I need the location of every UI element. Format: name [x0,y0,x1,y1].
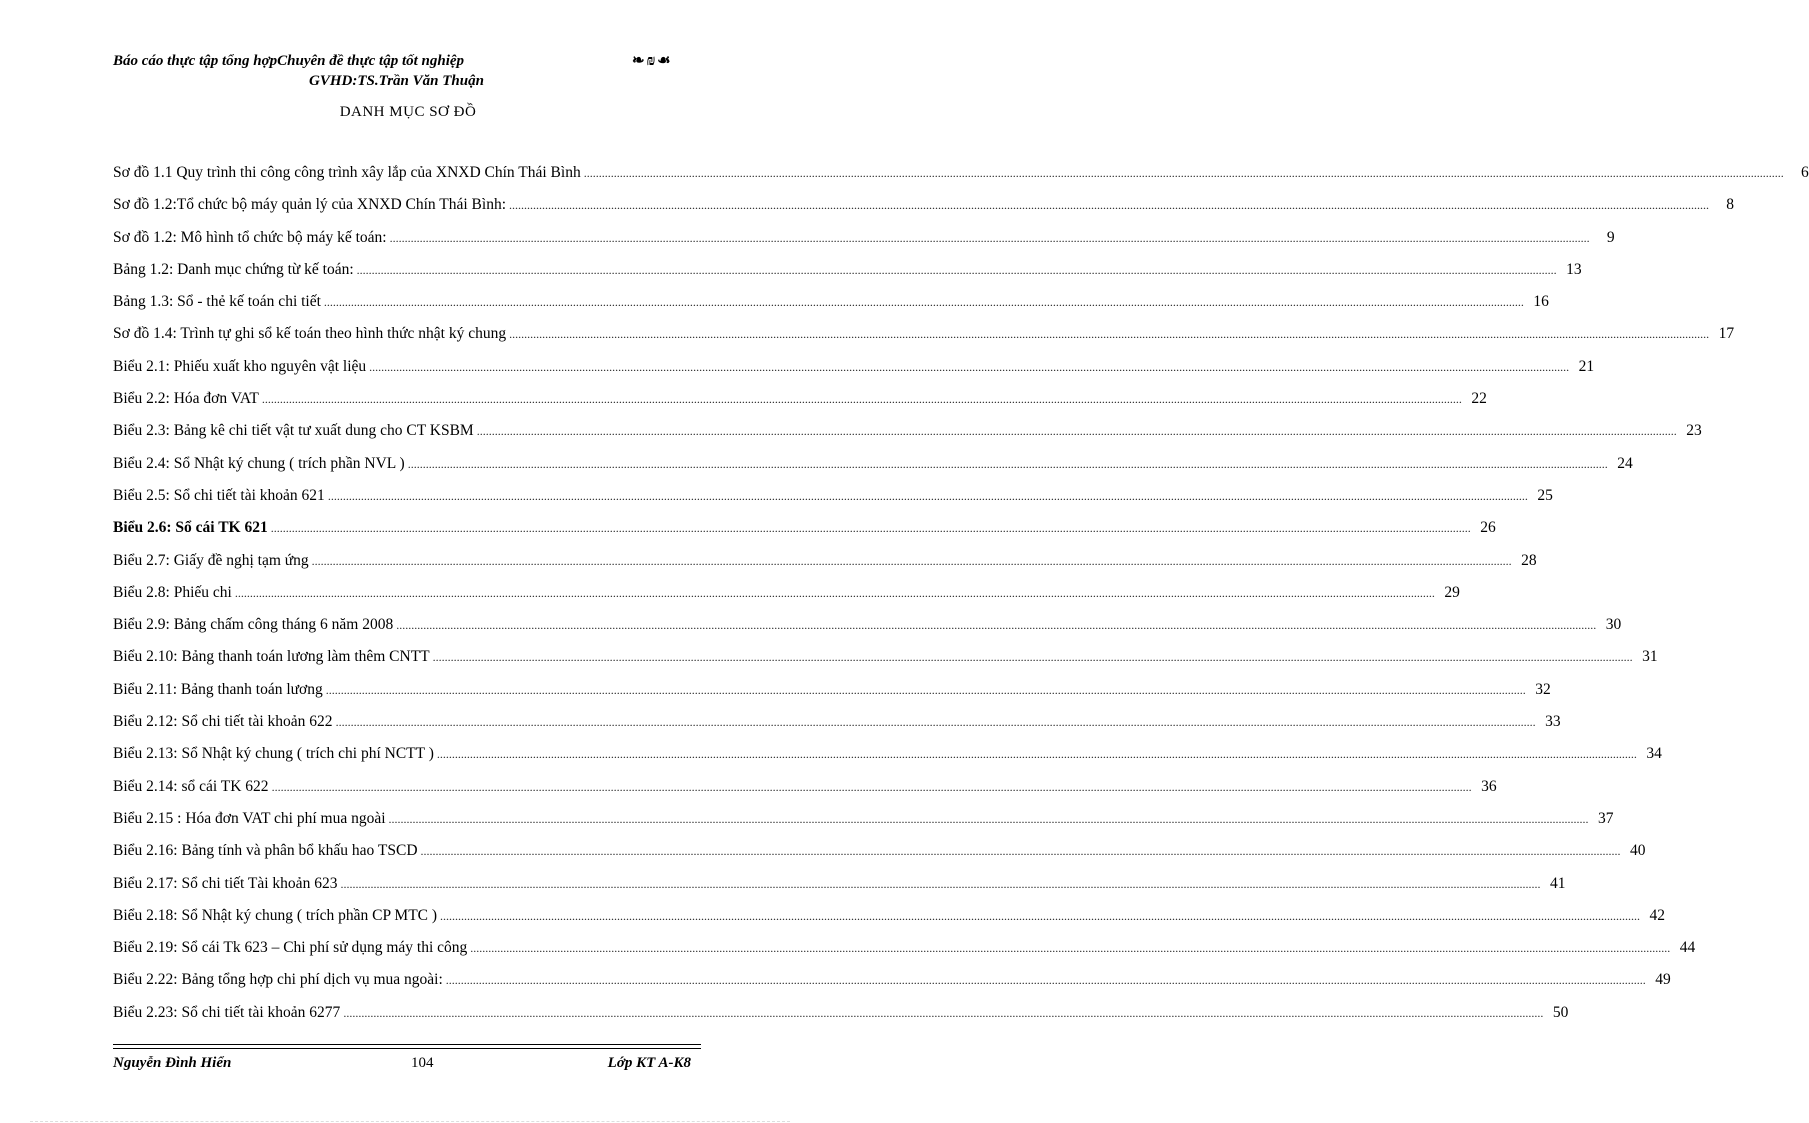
toc-entry-label: Biểu 2.8: Phiếu chi [113,583,232,601]
page-edge-divider [30,1121,790,1122]
toc-entry-page: 42 [1649,906,1666,924]
toc-leader-dots: ................................................................................................................................................................................................................................................................................................................................................................................................................ [261,392,1462,407]
toc-leader-dots: ................................................................................................................................................................................................................................................................................................................................................................................................................ [271,779,1472,794]
toc-entry [113,713,1561,745]
toc-entry-page: 17 [1718,325,1735,343]
toc-entry [113,648,1658,680]
toc-leader-dots: ................................................................................................................................................................................................................................................................................................................................................................................................................ [436,747,1637,762]
toc-entry [113,164,1809,196]
toc-entry-label: Biểu 2.9: Bảng chấm công tháng 6 năm 2008 [113,616,394,634]
toc-entry-label: Biểu 2.5: Sổ chi tiết tài khoản 621 [113,486,325,504]
toc-leader-dots: ................................................................................................................................................................................................................................................................................................................................................................................................................ [420,844,1621,859]
toc-entry-label: Bảng 1.3: Sổ - thẻ kế toán chi tiết [113,293,321,311]
toc-entry [113,1003,1569,1036]
toc-entry-label: Biểu 2.12: Sổ chi tiết tài khoản 622 [113,713,333,731]
toc-entry [113,196,1735,228]
toc-entry-page: 22 [1471,390,1487,408]
toc-entry-label: Biểu 2.23: Sổ chi tiết tài khoản 6277 [113,1003,341,1021]
toc-entry-page: 26 [1480,519,1496,537]
toc-entry-page: 32 [1535,680,1551,698]
toc-entry-label: Biểu 2.11: Bảng thanh toán lương [113,680,323,698]
toc-entry-label: Bảng 1.2: Danh mục chứng từ kế toán: [113,260,354,278]
footer-divider-top [113,1044,701,1045]
toc-entry-label: Biểu 2.4: Sổ Nhật ký chung ( trích phần NVL ) [113,454,405,472]
toc-leader-dots: ................................................................................................................................................................................................................................................................................................................................................................................................................ [323,295,1524,310]
toc-entry [113,519,1496,551]
toc-entry-page: 29 [1444,583,1460,601]
toc-entry-label: Biểu 2.7: Giấy đề nghị tạm ứng [113,551,309,569]
toc-entry-page: 6 [1800,164,1809,181]
toc-leader-dots: ................................................................................................................................................................................................................................................................................................................................................................................................................ [432,650,1633,665]
toc-leader-dots: ................................................................................................................................................................................................................................................................................................................................................................................................................ [234,585,1435,600]
toc-entry-label: Sơ đồ 1.1 Quy trình thi công công trình xây lắp của XNXD Chín Thái Bình [113,164,581,181]
toc-leader-dots: ................................................................................................................................................................................................................................................................................................................................................................................................................ [270,521,1471,536]
toc-entry [113,551,1537,584]
toc-entry-page: 31 [1642,648,1658,666]
toc-entry [113,874,1566,907]
toc-entry-label: Biểu 2.22: Bảng tổng hợp chi phí dịch vụ mua ngoài: [113,971,443,989]
toc-entry-page: 36 [1481,777,1497,795]
toc-entry-page: 24 [1617,454,1633,472]
toc-entry-page: 16 [1533,293,1549,311]
toc-entry [113,809,1614,842]
toc-entry [113,260,1582,293]
toc-entry [113,228,1615,261]
footer-class: Lớp KT A-K8 [607,1055,691,1071]
toc-entry-page: 21 [1578,357,1595,375]
toc-entry-label: Biểu 2.2: Hóa đơn VAT [113,390,259,408]
toc-entry-page: 40 [1630,842,1646,860]
toc-entry-label: Biểu 2.10: Bảng thanh toán lương làm thêm CNTT [113,648,430,666]
page-header [113,52,696,89]
toc-leader-dots: ................................................................................................................................................................................................................................................................................................................................................................................................................ [396,618,1597,633]
toc-entry-page: 50 [1552,1003,1569,1021]
toc-entry-label: Biểu 2.6: Sổ cái TK 621 [113,519,268,537]
toc-entry [113,745,1662,777]
toc-entry-page: 25 [1537,486,1553,504]
toc-entry-label: Biểu 2.13: Sổ Nhật ký chung ( trích chi phí NCTT ) [113,745,434,763]
toc-entry [113,454,1633,487]
toc-entry [113,777,1497,810]
toc-entry [113,583,1460,616]
toc-entry-page: 44 [1679,939,1696,957]
toc-leader-dots: ................................................................................................................................................................................................................................................................................................................................................................................................................ [343,1005,1544,1020]
toc-leader-dots: ................................................................................................................................................................................................................................................................................................................................................................................................................ [476,424,1677,439]
toc-leader-dots: ................................................................................................................................................................................................................................................................................................................................................................................................................ [356,262,1557,277]
toc-leader-dots: ................................................................................................................................................................................................................................................................................................................................................................................................................ [407,456,1608,471]
footer-page-number: 104 [411,1055,434,1071]
toc-entry-page: 49 [1655,971,1671,989]
toc-entry [113,357,1595,390]
toc-entry-label: Biểu 2.16: Bảng tính và phân bổ khấu hao TSCD [113,842,418,860]
ornament-icon: ❧ ₪ ☙ [632,53,670,69]
toc-entry-page: 8 [1726,196,1735,214]
toc-entry [113,971,1671,1003]
toc-entry-page: 23 [1686,422,1702,440]
toc-entry-page: 30 [1605,616,1622,634]
toc-leader-dots: ................................................................................................................................................................................................................................................................................................................................................................................................................ [388,811,1589,826]
toc-entry-label: Biểu 2.18: Sổ Nhật ký chung ( trích phần CP MTC ) [113,906,438,924]
toc-leader-dots: ................................................................................................................................................................................................................................................................................................................................................................................................................ [470,941,1671,956]
toc-entry-page: 34 [1646,745,1662,763]
toc-leader-dots: ................................................................................................................................................................................................................................................................................................................................................................................................................ [440,908,1641,923]
toc-leader-dots: ................................................................................................................................................................................................................................................................................................................................................................................................................ [325,682,1526,697]
toc-entry-label: Sơ đồ 1.2:Tổ chức bộ máy quản lý của XNXD Chín Thái Bình: [113,196,507,214]
toc-entry-label: Sơ đồ 1.4: Trình tự ghi sổ kế toán theo hình thức nhật ký chung [113,325,507,343]
toc-entry-label: Biểu 2.1: Phiếu xuất kho nguyên vật liệu [113,357,367,375]
toc-leader-dots: ................................................................................................................................................................................................................................................................................................................................................................................................................ [311,553,1512,568]
toc-entry [113,422,1702,454]
toc-entry-page: 13 [1566,260,1582,278]
toc-entry [113,616,1622,648]
toc-leader-dots: ................................................................................................................................................................................................................................................................................................................................................................................................................ [583,166,1784,180]
toc-leader-dots: ................................................................................................................................................................................................................................................................................................................................................................................................................ [369,359,1570,374]
toc-entry [113,293,1549,325]
toc-entry-label: Biểu 2.15 : Hóa đơn VAT chi phí mua ngoài [113,809,386,827]
toc-entry-page: 9 [1606,228,1615,246]
header-report-title: Báo cáo thực tập tổng hợpChuyên đề thực tập tốt nghiệp [113,53,465,69]
toc-entry [113,486,1553,519]
footer-divider-bottom [113,1048,701,1049]
toc-leader-dots: ................................................................................................................................................................................................................................................................................................................................................................................................................ [327,488,1528,503]
toc-entry [113,939,1696,971]
toc-entry-label: Biểu 2.19: Sổ cái Tk 623 – Chi phí sử dụng máy thi công [113,939,468,957]
toc-leader-dots: ................................................................................................................................................................................................................................................................................................................................................................................................................ [335,715,1536,730]
toc-entry-label: Biểu 2.17: Sổ chi tiết Tài khoản 623 [113,874,338,892]
toc-entry-label: Biểu 2.3: Bảng kê chi tiết vật tư xuất dung cho CT KSBM [113,422,474,440]
toc-entry-label: Biểu 2.14: sổ cái TK 622 [113,777,269,795]
toc-entry [113,390,1487,422]
toc-entry-page: 37 [1598,809,1614,827]
toc-leader-dots: ................................................................................................................................................................................................................................................................................................................................................................................................................ [509,327,1710,342]
toc-entry-page: 41 [1549,874,1566,892]
toc-entry-page: 33 [1545,713,1561,731]
toc-leader-dots: ................................................................................................................................................................................................................................................................................................................................................................................................................ [509,198,1710,213]
toc-entry-page: 28 [1521,551,1537,569]
header-supervisor: GVHD:TS.Trần Văn Thuận [309,73,484,89]
toc-entry [113,680,1551,713]
toc-entry [113,842,1646,874]
page-title: DANH MỤC SƠ ĐỒ [339,104,477,120]
toc-entry [113,906,1666,939]
toc-leader-dots: ................................................................................................................................................................................................................................................................................................................................................................................................................ [340,876,1541,891]
footer-author: Nguyễn Đình Hiển [113,1055,232,1071]
toc-entry [113,325,1735,357]
toc-entry-label: Sơ đồ 1.2: Mô hình tổ chức bộ máy kế toán: [113,228,387,246]
table-of-contents [113,164,1809,1036]
toc-leader-dots: ................................................................................................................................................................................................................................................................................................................................................................................................................ [445,973,1646,988]
toc-leader-dots: ................................................................................................................................................................................................................................................................................................................................................................................................................ [389,230,1590,245]
